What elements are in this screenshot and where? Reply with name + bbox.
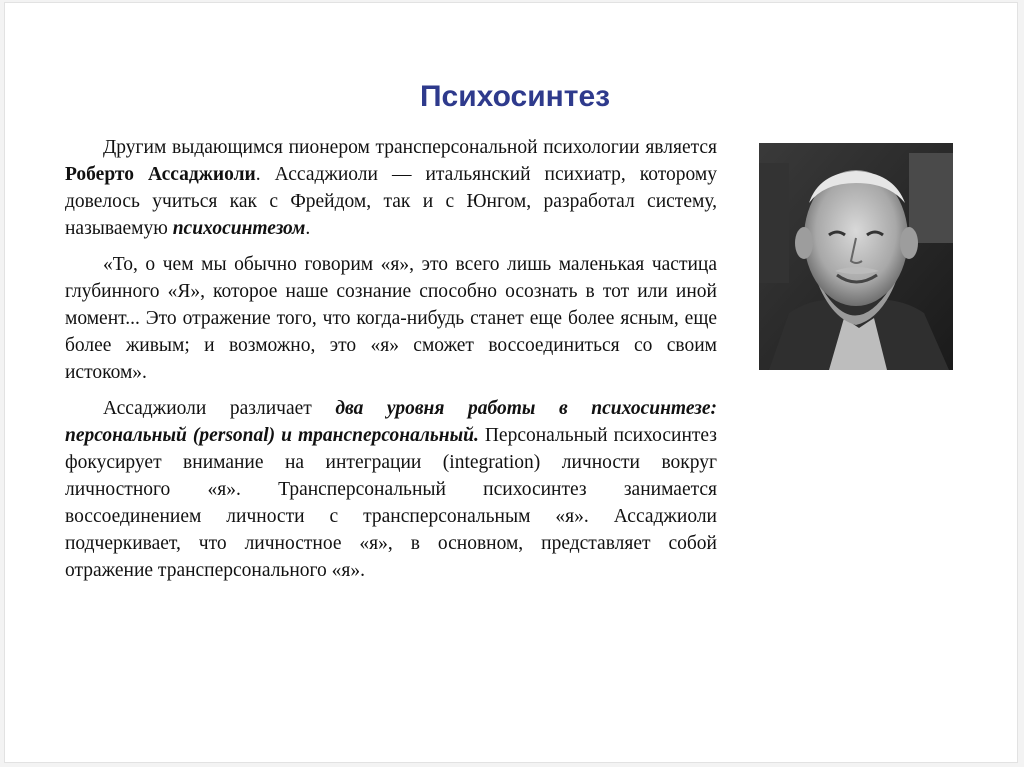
paragraph-3-text-c: Персональный психосинтез фокусирует внимание на интеграции (integration) личности вокруг личностного «я». Трансперсональный психосинтез занимается воссоединением личности с трансперсональным «я». Ассаджиоли подчеркивает, что личностное «я», в основном, представляет собой отражение трансперсонального «я». bbox=[65, 425, 717, 581]
paragraph-1 bbox=[65, 134, 717, 242]
slide bbox=[4, 2, 1018, 763]
paragraph-3-text-a: Ассаджиоли различает bbox=[103, 398, 336, 419]
paragraph-1-text-c: . Ассаджиоли — итальянский психиатр, которому довелось учиться как с Фрейдом, так и с Юнгом, разработал систему, называемую bbox=[65, 164, 717, 239]
portrait-photo bbox=[759, 143, 953, 370]
paragraph-1-text-e: . bbox=[305, 218, 311, 239]
name-bold: Роберто Ассаджиоли bbox=[65, 164, 256, 185]
levels-bold-italic: два уровня работы в психосинтезе: персональный (personal) и трансперсональный. bbox=[65, 398, 717, 446]
paragraph-1-text-a: Другим выдающимся пионером трансперсональной психологии является bbox=[103, 137, 717, 158]
slide-body bbox=[65, 134, 717, 593]
term-bold-italic: психосинтезом bbox=[172, 218, 306, 239]
portrait-icon bbox=[759, 143, 953, 370]
paragraph-2-quote: «То, о чем мы обычно говорим «я», это всего лишь маленькая частица глубинного «Я», которое наше сознание способно осознать в тот или иной момент... Это отражение того, что когда-нибудь станет еще более ясным, еще более живым; и возможно, это «я» сможет воссоединиться со своим истоком». bbox=[65, 254, 717, 383]
slide-title: Психосинтез bbox=[419, 80, 611, 113]
paragraph-3 bbox=[65, 395, 717, 584]
